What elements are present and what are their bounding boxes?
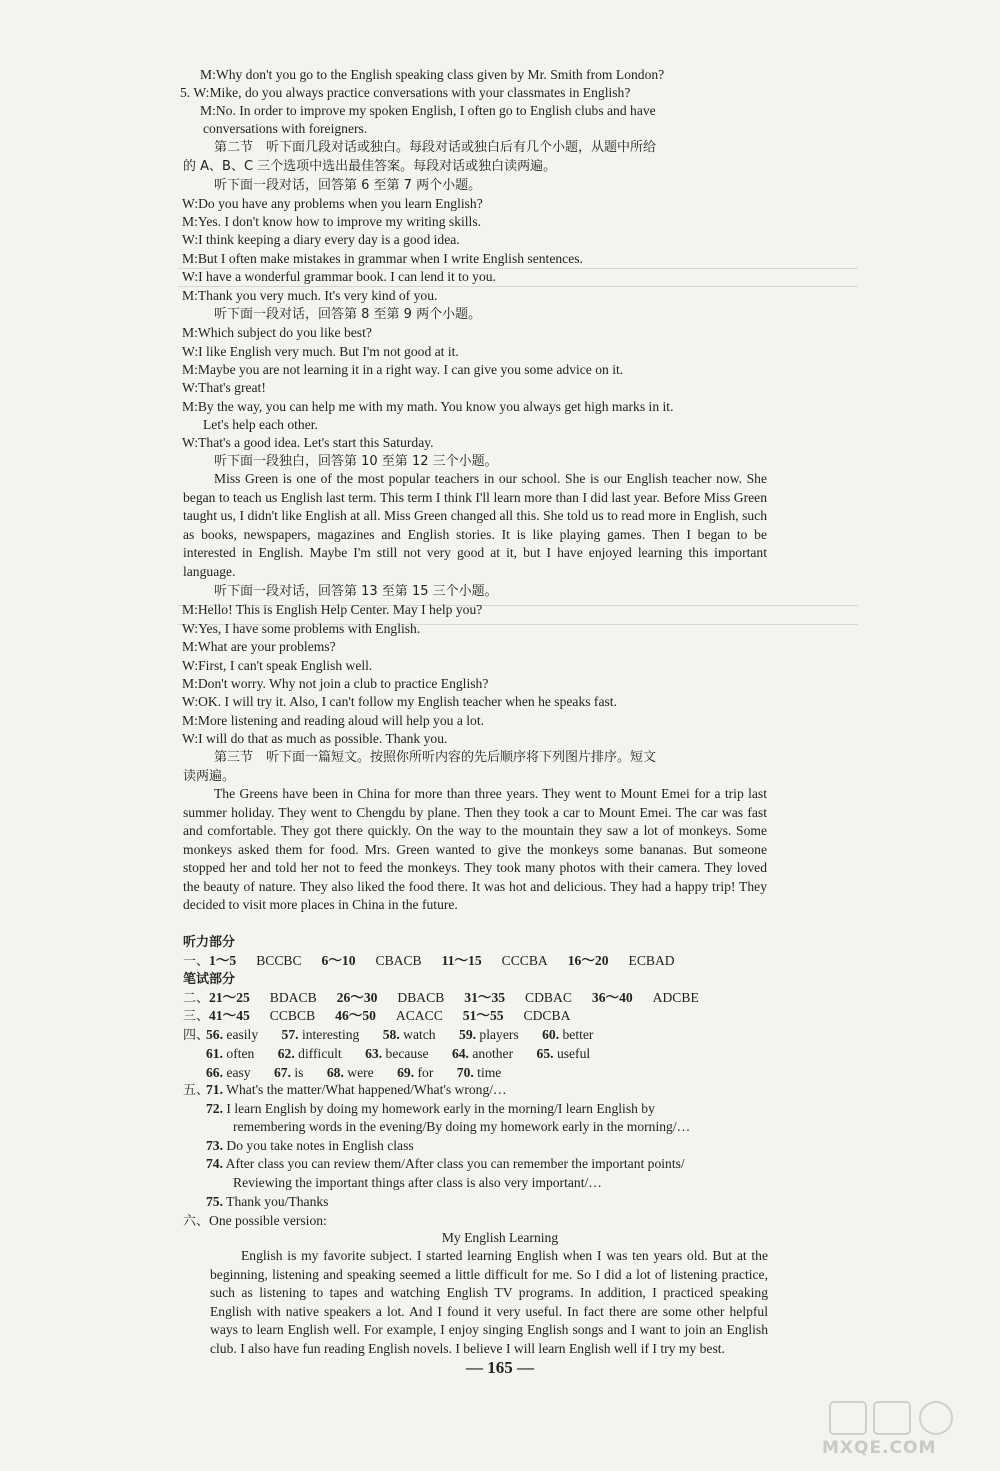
answer-text: After class you can review them/After class you can remember the important points/ <box>225 1156 685 1171</box>
answer-key: BDACB <box>269 990 317 1005</box>
section-heading: 读两遍。 <box>183 769 236 784</box>
answer-row-4c <box>206 1064 501 1081</box>
written-answers-title: 笔试部分 <box>183 972 236 987</box>
answer-text-continued: remembering words in the evening/By doing my homework early in the morning/… <box>233 1119 691 1134</box>
dialog-line: W:That's great! <box>182 380 266 395</box>
dialog-line: W:I like English very much. But I'm not good at it. <box>182 344 459 359</box>
page-number: — 165 — <box>466 1358 534 1377</box>
answer-key: DBACB <box>397 990 445 1005</box>
watermark-text: MXQE.COM <box>822 1438 937 1458</box>
answer-range: 6～10 <box>321 953 356 968</box>
item-number: 60. <box>542 1027 560 1042</box>
answer-key: CDCBA <box>523 1008 571 1023</box>
essay-title: My English Learning <box>441 1230 559 1245</box>
answer-range: 36～40 <box>591 990 633 1005</box>
answer-item-72 <box>206 1100 655 1117</box>
answer-word: better <box>562 1027 594 1042</box>
answer-word: easy <box>226 1065 251 1080</box>
dialog-line: M:Thank you very much. It's very kind of you. <box>182 288 438 303</box>
dialog-line: M:What are your problems? <box>182 639 336 654</box>
section-heading: 的 A、B、C 三个选项中选出最佳答案。每段对话或独白读两遍。 <box>183 159 557 174</box>
dialog-line: M:Don't worry. Why not join a club to practice English? <box>182 676 489 691</box>
answer-range: 41～45 <box>209 1008 250 1023</box>
answer-row-2 <box>183 989 699 1007</box>
item-number: 73. <box>206 1138 223 1153</box>
answer-word: watch <box>403 1027 436 1042</box>
section-heading: 第三节 听下面一篇短文。按照你所听内容的先后顺序将下列图片排序。短文 <box>214 750 657 765</box>
script-line: M:No. In order to improve my spoken English, I often go to English clubs and have <box>200 103 656 118</box>
item-number: 66. <box>206 1065 223 1080</box>
item-number: 65. <box>536 1046 554 1061</box>
answer-key: ECBAD <box>628 953 675 968</box>
answer-key: CCCBA <box>501 953 548 968</box>
monologue-text: Miss Green is one of the most popular teachers in our school. She is our English teacher now. She began to teach us English last term. This term I think I'll learn more than I did last year. Before Miss Green taught us, I didn't like English at all. Miss Green changed all this. She told us to read more in English, such as books, newspapers, magazines and English stories. It is like playing games. Then I began to be interested in English. Maybe I'm still not very good at it, but I have enjoyed learning this important language. <box>183 471 767 579</box>
dialog-line: W:That's a good idea. Let's start this Saturday. <box>182 435 434 450</box>
item-number: 68. <box>326 1065 344 1080</box>
row-prefix: 一、 <box>183 954 210 969</box>
script-line: M:Why don't you go to the English speaking class given by Mr. Smith from London? <box>200 67 665 82</box>
item-number: 61. <box>206 1046 223 1061</box>
answer-range: 26～30 <box>336 990 378 1005</box>
answer-word: were <box>347 1065 374 1080</box>
answer-range: 51～55 <box>462 1008 504 1023</box>
answer-range: 21～25 <box>209 990 250 1005</box>
essay-text: English is my favorite subject. I started learning English when I was ten years old. But at the beginning, listening and speaking seemed a little difficult for me. So I did a lot of listening practice, such as listening to tapes and watching English TV programs. In addition, I practiced speaking English with native speakers a lot. And I found it very useful. In fact there are some other helpful ways to learn English well. For example, I enjoy singing English songs and I want to join an English club. I also have fun reading English novels. I believe I will learn English well if I try my best. <box>210 1248 768 1356</box>
item-number: 67. <box>273 1065 291 1080</box>
listening-answers-title: 听力部分 <box>183 935 236 950</box>
dialog-line: W:I have a wonderful grammar book. I can lend it to you. <box>182 269 496 284</box>
dialog-line: M:Maybe you are not learning it in a right way. I can give you some advice on it. <box>182 362 624 377</box>
item-number: 71. <box>206 1082 223 1097</box>
answer-row-3 <box>183 1007 570 1025</box>
answer-item-74 <box>206 1155 685 1172</box>
dialog-intro: 听下面一段对话，回答第 6 至第 7 两个小题。 <box>214 178 482 193</box>
row-prefix: 二、 <box>183 991 210 1006</box>
dialog-line: M:More listening and reading aloud will help you a lot. <box>182 713 485 728</box>
answer-text: What's the matter/What happened/What's wrong/… <box>226 1082 507 1097</box>
answer-range: 1～5 <box>209 953 237 968</box>
monologue-intro: 听下面一段独白，回答第 10 至第 12 三个小题。 <box>214 454 498 469</box>
answer-text: I learn English by doing my homework early in the morning/I learn English by <box>226 1101 655 1116</box>
answer-word: players <box>479 1027 519 1042</box>
dialog-line: W:I will do that as much as possible. Thank you. <box>182 731 448 746</box>
answer-word: useful <box>556 1046 591 1061</box>
item-number: 70. <box>456 1065 474 1080</box>
answer-row-4a <box>206 1026 593 1043</box>
answer-key: ADCBE <box>652 990 699 1005</box>
dialog-line: M:By the way, you can help me with my math. You know you always get high marks in it. <box>182 399 674 414</box>
answer-text: Do you take notes in English class <box>226 1138 414 1153</box>
answer-item-73 <box>206 1137 414 1154</box>
dialog-line: M:Which subject do you like best? <box>182 325 372 340</box>
answer-text: Thank you/Thanks <box>226 1194 329 1209</box>
row-prefix: 六、 <box>183 1214 210 1229</box>
answer-row-4b <box>206 1045 590 1062</box>
dialog-line: M:Hello! This is English Help Center. May I help you? <box>182 602 483 617</box>
script-line: 5. W:Mike, do you always practice conversations with your classmates in English? <box>180 85 631 100</box>
row-prefix: 三、 <box>183 1009 210 1024</box>
passage-text: The Greens have been in China for more than three years. They went to Mount Emei for a trip last summer holiday. They went to Chengdu by plane. Then they took a car to Mount Emei. The car was fast and comfortable. They got there quickly. On the way to the mountain they saw a lot of monkeys. Some monkeys asked them for food. Mrs. Green wanted to give the monkeys some bananas. But someone stopped her and told her not to feed the monkeys. They took many photos with their camera. They loved the beauty of nature. They also liked the food there. It was hot and delicious. They had a happy trip! They decided to visit more places in China in the future. <box>183 786 767 912</box>
answer-word: interesting <box>301 1027 360 1042</box>
row-prefix: 四、 <box>183 1028 210 1043</box>
item-number: 69. <box>397 1065 415 1080</box>
item-number: 59. <box>459 1027 477 1042</box>
answer-key: BCCBC <box>256 953 302 968</box>
answer-range: 11～15 <box>441 953 482 968</box>
item-number: 62. <box>277 1046 295 1061</box>
answer-key: CDBAC <box>525 990 572 1005</box>
answer-word: is <box>294 1065 304 1080</box>
dialog-line: M:Yes. I don't know how to improve my writing skills. <box>182 214 482 229</box>
dialog-line: W:First, I can't speak English well. <box>182 658 373 673</box>
item-number: 57. <box>281 1027 299 1042</box>
item-number: 64. <box>451 1046 469 1061</box>
answer-key: CCBCB <box>269 1008 316 1023</box>
section-heading: 第二节 听下面几段对话或独白。每段对话或独白后有几个小题，从题中所给 <box>214 140 657 155</box>
dialog-line: M:But I often make mistakes in grammar when I write English sentences. <box>182 251 583 266</box>
answer-word: time <box>477 1065 502 1080</box>
item-number: 74. <box>206 1156 223 1171</box>
item-number: 75. <box>206 1194 223 1209</box>
answer-row-1 <box>183 952 675 970</box>
answer-word: because <box>385 1046 429 1061</box>
site-watermark <box>790 1400 970 1460</box>
answer-item-75 <box>206 1193 328 1210</box>
answer-key: CBACB <box>375 953 422 968</box>
dialog-intro: 听下面一段对话，回答第 8 至第 9 两个小题。 <box>214 307 482 322</box>
item-number: 56. <box>206 1027 223 1042</box>
answer-word: another <box>472 1046 514 1061</box>
answer-word: difficult <box>298 1046 342 1061</box>
dialog-line: W:Yes, I have some problems with English. <box>182 621 421 636</box>
essay-intro-text: One possible version: <box>209 1213 327 1228</box>
answer-text-continued: Reviewing the important things after class is also very important/… <box>233 1175 602 1190</box>
answer-item-71 <box>206 1081 507 1098</box>
answer-key: ACACC <box>395 1008 443 1023</box>
item-number: 58. <box>382 1027 400 1042</box>
answer-range: 46～50 <box>335 1008 376 1023</box>
dialog-line: W:Do you have any problems when you learn English? <box>182 196 483 211</box>
dialog-intro: 听下面一段对话，回答第 13 至第 15 三个小题。 <box>214 584 498 599</box>
answer-range: 31～35 <box>464 990 506 1005</box>
item-number: 72. <box>206 1101 223 1116</box>
essay-intro <box>183 1212 327 1230</box>
script-line: conversations with foreigners. <box>203 121 368 136</box>
answer-word: often <box>226 1046 255 1061</box>
answer-word: easily <box>226 1027 259 1042</box>
answer-range: 16～20 <box>567 953 609 968</box>
row-prefix: 五、 <box>183 1083 210 1098</box>
item-number: 63. <box>365 1046 383 1061</box>
dialog-line: Let's help each other. <box>203 417 318 432</box>
dialog-line: W:I think keeping a diary every day is a good idea. <box>182 232 460 247</box>
answer-word: for <box>417 1065 434 1080</box>
dialog-line: W:OK. I will try it. Also, I can't follow my English teacher when he speaks fast. <box>182 694 617 709</box>
